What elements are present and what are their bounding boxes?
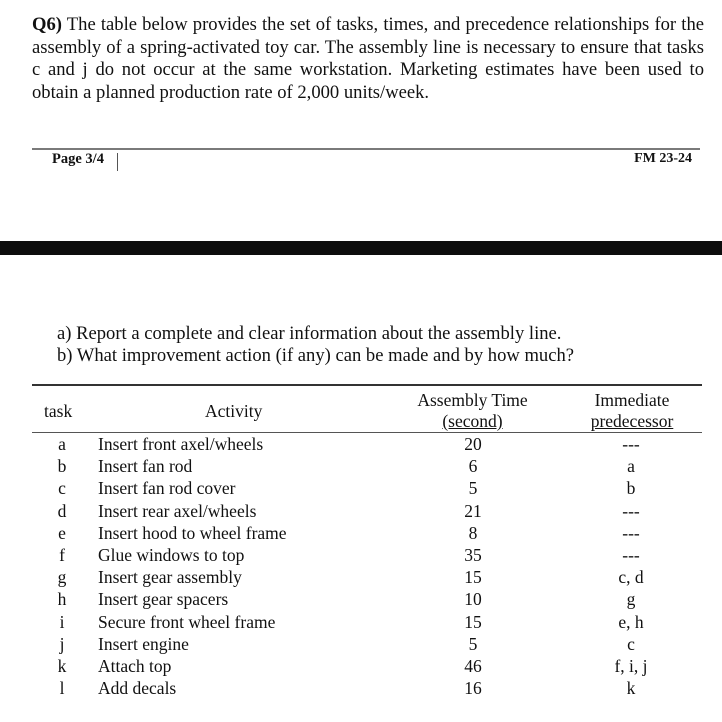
table-row (0, 455, 722, 477)
question-number: Q6) (32, 14, 62, 35)
table-row (0, 433, 722, 455)
cell-activity: Insert engine (98, 633, 189, 654)
table-row (0, 655, 722, 677)
cell-time: 5 (468, 478, 478, 499)
table-row (0, 566, 722, 588)
cell-activity: Attach top (98, 655, 172, 676)
cell-task: j (59, 633, 65, 654)
header-pred-line1: Immediate (594, 390, 670, 410)
cell-activity: Insert fan rod cover (98, 478, 236, 499)
header-task: task (44, 401, 73, 421)
question-text (32, 14, 704, 104)
cell-predecessor: c (627, 633, 635, 654)
cell-activity: Insert gear assembly (98, 567, 242, 588)
table-row (0, 677, 722, 699)
cell-activity: Insert front axel/wheels (98, 434, 264, 454)
footer-divider (32, 148, 700, 150)
page-separator (117, 153, 118, 171)
cell-activity: Insert fan rod (98, 456, 193, 477)
cell-time: 16 (464, 678, 482, 699)
cell-predecessor: f, i, j (614, 655, 648, 676)
header-pred-line2: predecessor (590, 411, 674, 431)
table-body (0, 433, 722, 699)
header-time-line1: Assembly Time (417, 390, 528, 410)
table-row (0, 500, 722, 522)
cell-predecessor: k (626, 678, 636, 699)
page-number: Page 3/4 (52, 151, 104, 167)
course-code: FM 23-24 (634, 151, 692, 166)
cell-predecessor: --- (622, 500, 640, 521)
cell-time: 10 (464, 589, 482, 610)
cell-time: 20 (464, 434, 482, 454)
cell-task: g (57, 567, 67, 588)
part-b: b) What improvement action (if any) can be made and by how much? (57, 345, 575, 366)
cell-activity: Secure front wheel frame (98, 611, 276, 632)
cell-task: k (57, 655, 67, 676)
cell-task: h (57, 589, 67, 610)
table-row (0, 477, 722, 499)
cell-task: a (58, 434, 66, 454)
cell-task: f (59, 544, 65, 565)
table-row (0, 588, 722, 610)
cell-time: 5 (468, 633, 478, 654)
cell-predecessor: g (626, 589, 636, 610)
table-row (0, 522, 722, 544)
cell-predecessor: b (626, 478, 636, 499)
cell-task: c (58, 478, 66, 499)
part-a: a) Report a complete and clear information about the assembly line. (57, 323, 562, 344)
cell-activity: Insert rear axel/wheels (98, 500, 257, 521)
cell-task: l (59, 678, 65, 699)
question-parts (57, 323, 574, 367)
header-time-line2: (second) (442, 411, 503, 431)
cell-time: 8 (468, 522, 478, 543)
cell-activity: Glue windows to top (98, 544, 245, 565)
cell-predecessor: --- (622, 522, 640, 543)
table-top-rule (32, 384, 702, 386)
cell-time: 35 (464, 544, 482, 565)
cell-time: 6 (468, 456, 478, 477)
table-row (0, 544, 722, 566)
cell-activity: Insert hood to wheel frame (98, 522, 287, 543)
cell-time: 15 (464, 567, 482, 588)
cell-task: i (59, 611, 65, 632)
page-break-band (0, 241, 722, 255)
cell-predecessor: --- (622, 544, 640, 565)
question-body: The table below provides the set of tasks, times, and precedence relationships for the assembly of a spring-activated toy car. The assembly line is necessary to ensure that tasks c and j do not occur at the same workstation. Marketing estimates have been used to obtain a planned production rate of 2,000 units/week. (32, 14, 705, 103)
cell-predecessor: a (627, 456, 635, 477)
cell-activity: Insert gear spacers (98, 589, 229, 610)
cell-time: 21 (464, 500, 482, 521)
cell-time: 46 (464, 655, 482, 676)
cell-predecessor: e, h (618, 611, 644, 632)
cell-task: d (57, 500, 67, 521)
header-activity: Activity (205, 401, 263, 421)
table-row (0, 633, 722, 655)
cell-activity: Add decals (98, 678, 177, 699)
header-predecessor (582, 390, 682, 432)
cell-task: b (57, 456, 67, 477)
cell-predecessor: --- (622, 434, 640, 454)
cell-task: e (58, 522, 66, 543)
header-assembly-time (405, 390, 540, 432)
table-row (0, 611, 722, 633)
cell-predecessor: c, d (618, 567, 644, 588)
cell-time: 15 (464, 611, 482, 632)
